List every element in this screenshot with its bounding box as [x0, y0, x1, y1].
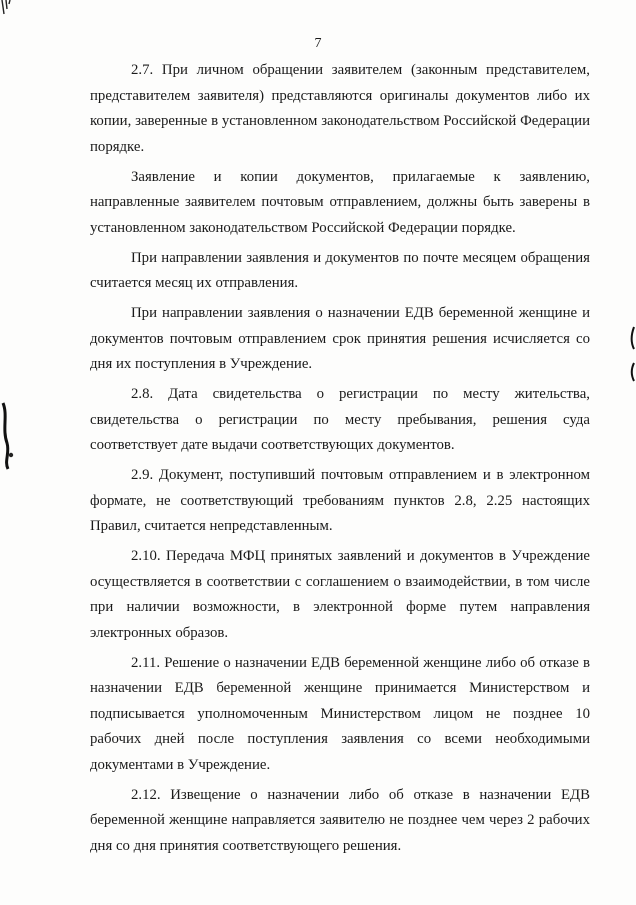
scan-edge-mark-right [628, 325, 636, 383]
paragraph-2-8: 2.8. Дата свидетельства о регистрации по месту жительства, свидетельства о регистрации по месту пребывания, решения суда соответствует дате выдачи соответствующих документов. [90, 386, 590, 453]
scan-edge-mark-top-left [0, 0, 18, 20]
paragraph-2-10: 2.10. Передача МФЦ принятых заявлений и документов в Учреждение осуществляется в соответствии с соглашением о взаимодействии, в том числе при наличии возможности, в электронной форме путем направления электронных образов. [90, 548, 590, 641]
page-number: 7 [314, 36, 322, 51]
scan-edge-mark-left [0, 395, 16, 475]
paragraph-2-7-month-of-application: При направлении заявления и документов по почте месяцем обращения считается месяц их отправления. [90, 249, 590, 291]
paragraph-2-7: 2.7. При личном обращении заявителем (законным представителем, представителем заявителя) представляются оригиналы документов либо их копии, заверенные в установленном законодательством Российской Федерации порядке. [90, 62, 590, 155]
paragraph-2-12: 2.12. Извещение о назначении либо об отказе в назначении ЕДВ беременной женщине направляется заявителю не позднее чем через 2 рабочих дня со дня принятия соответствующего решения. [90, 786, 590, 854]
document-body [90, 58, 590, 864]
paragraph-2-11: 2.11. Решение о назначении ЕДВ беременной женщине либо об отказе в назначении ЕДВ беременной женщине принимается Министерством и подписывается уполномоченным Министерством лицом не позднее 10 рабочих дней после поступления заявления со всеми необходимыми документами в Учреждение. [90, 654, 590, 773]
paragraph-2-9: 2.9. Документ, поступивший почтовым отправлением и в электронном формате, не соответствующий требованиям пунктов 2.8, 2.25 настоящих Правил, считается непредставленным. [90, 467, 590, 534]
paragraph-2-7-decision-term: При направлении заявления о назначении ЕДВ беременной женщине и документов почтовым отправлением срок принятия решения исчисляется со дня их поступления в Учреждение. [90, 305, 590, 372]
paragraph-2-7-copies-by-mail: Заявление и копии документов, прилагаемые к заявлению, направленные заявителем почтовым отправлением, должны быть заверены в установленном законодательством Российской Федерации порядке. [90, 168, 590, 236]
